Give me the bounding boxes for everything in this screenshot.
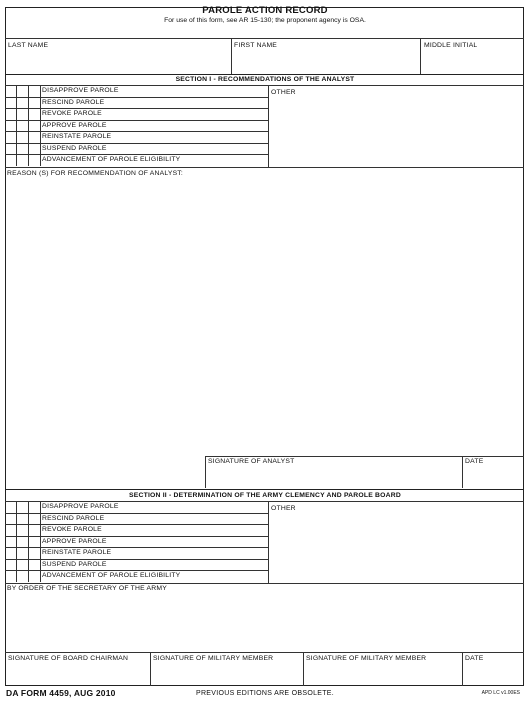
- section2-checkbox-c[interactable]: [30, 560, 39, 570]
- section2-checkbox-a[interactable]: [6, 537, 15, 547]
- section2-checkbox-a[interactable]: [6, 525, 15, 535]
- section1-checkbox-b[interactable]: [18, 132, 27, 142]
- divider: [5, 513, 268, 514]
- section2-checkbox-b[interactable]: [18, 548, 27, 558]
- section1-checkbox-c[interactable]: [30, 109, 39, 119]
- divider: [205, 456, 524, 457]
- board-chairman-signature-field[interactable]: [6, 664, 149, 685]
- divider: [5, 524, 268, 525]
- divider: [5, 85, 524, 86]
- section1-checkbox-b[interactable]: [18, 121, 27, 131]
- section1-checkbox-c[interactable]: [30, 155, 39, 165]
- section2-checkbox-a[interactable]: [6, 502, 15, 512]
- by-order-label: BY ORDER OF THE SECRETARY OF THE ARMY: [7, 585, 167, 592]
- section1-checkbox-c[interactable]: [30, 121, 39, 131]
- analyst-date-label: DATE: [465, 458, 484, 465]
- by-order-field[interactable]: [6, 594, 523, 651]
- form-subtitle: For use of this form, see AR 15-130; the proponent agency is OSA.: [164, 17, 366, 24]
- section1-checkbox-a[interactable]: [6, 155, 15, 165]
- section1-checkbox-c[interactable]: [30, 98, 39, 108]
- section1-other-label: OTHER: [271, 89, 296, 96]
- section1-checkbox-a[interactable]: [6, 121, 15, 131]
- divider: [5, 501, 524, 502]
- section1-checkbox-c[interactable]: [30, 144, 39, 154]
- section1-option-label: REINSTATE PAROLE: [42, 133, 112, 140]
- section2-option-label: APPROVE PAROLE: [42, 537, 107, 545]
- section2-checkbox-c[interactable]: [30, 525, 39, 535]
- section2-checkbox-b[interactable]: [18, 514, 27, 524]
- divider: [5, 547, 268, 548]
- section2-checkbox-a[interactable]: [6, 571, 15, 581]
- last-name-label: LAST NAME: [8, 42, 49, 49]
- military-member-1-signature-field[interactable]: [151, 664, 302, 685]
- section2-title: SECTION II - DETERMINATION OF THE ARMY CLEMENCY AND PAROLE BOARD: [129, 492, 401, 499]
- section1-option-label: ADVANCEMENT OF PAROLE ELIGIBILITY: [42, 156, 181, 163]
- section2-checkbox-a[interactable]: [6, 514, 15, 524]
- section2-checkbox-c[interactable]: [30, 514, 39, 524]
- divider: [5, 570, 268, 571]
- section2-checkbox-a[interactable]: [6, 548, 15, 558]
- section2-checkbox-c[interactable]: [30, 548, 39, 558]
- section1-checkbox-c[interactable]: [30, 132, 39, 142]
- section1-option-label: APPROVE PAROLE: [42, 121, 107, 129]
- reason-label: REASON (S) FOR RECOMMENDATION OF ANALYST:: [7, 170, 183, 177]
- section2-option-label: RESCIND PAROLE: [42, 514, 105, 522]
- section1-checkbox-b[interactable]: [18, 155, 27, 165]
- divider: [268, 501, 269, 583]
- military-member-2-signature-field[interactable]: [304, 664, 461, 685]
- section1-other-field[interactable]: [270, 97, 523, 166]
- board-date-label: DATE: [465, 655, 484, 662]
- section2-option-label: REVOKE PAROLE: [42, 526, 102, 533]
- divider: [5, 559, 268, 560]
- divider: [5, 120, 268, 121]
- section1-checkbox-a[interactable]: [6, 109, 15, 119]
- military-member-2-signature-label: SIGNATURE OF MILITARY MEMBER: [306, 655, 427, 662]
- section2-option-label: DISAPPROVE PAROLE: [42, 503, 119, 510]
- analyst-signature-field[interactable]: [206, 467, 461, 487]
- divider: [5, 74, 524, 75]
- section1-checkbox-a[interactable]: [6, 98, 15, 108]
- divider: [268, 85, 269, 167]
- form-id: DA FORM 4459, AUG 2010: [6, 688, 116, 698]
- section2-other-field[interactable]: [270, 513, 523, 582]
- divider: [5, 583, 524, 584]
- section1-checkbox-b[interactable]: [18, 98, 27, 108]
- section2-checkbox-b[interactable]: [18, 571, 27, 581]
- divider: [5, 167, 524, 168]
- divider: [5, 489, 524, 490]
- section1-title: SECTION I - RECOMMENDATIONS OF THE ANALYST: [175, 76, 355, 83]
- board-chairman-signature-label: SIGNATURE OF BOARD CHAIRMAN: [8, 655, 129, 662]
- section1-checkbox-b[interactable]: [18, 86, 27, 96]
- section1-checkbox-c[interactable]: [30, 86, 39, 96]
- section1-option-label: RESCIND PAROLE: [42, 98, 105, 106]
- section1-option-label: SUSPEND PAROLE: [42, 144, 107, 152]
- divider: [5, 143, 268, 144]
- section2-checkbox-a[interactable]: [6, 560, 15, 570]
- section1-option-label: REVOKE PAROLE: [42, 110, 102, 117]
- analyst-date-field[interactable]: [463, 467, 523, 487]
- section2-option-label: ADVANCEMENT OF PAROLE ELIGIBILITY: [42, 572, 181, 579]
- divider: [5, 97, 268, 98]
- section2-checkbox-c[interactable]: [30, 571, 39, 581]
- section1-checkbox-a[interactable]: [6, 144, 15, 154]
- form-version: APD LC v1.00ES: [481, 690, 520, 696]
- first-name-field[interactable]: [232, 52, 419, 74]
- divider: [5, 652, 524, 653]
- section2-checkbox-b[interactable]: [18, 502, 27, 512]
- section2-checkbox-b[interactable]: [18, 525, 27, 535]
- section1-checkbox-a[interactable]: [6, 132, 15, 142]
- middle-initial-label: MIDDLE INITIAL: [424, 42, 478, 49]
- section2-option-label: REINSTATE PAROLE: [42, 549, 112, 556]
- section1-option-label: DISAPPROVE PAROLE: [42, 87, 119, 94]
- section1-checkbox-a[interactable]: [6, 86, 15, 96]
- section1-checkbox-b[interactable]: [18, 144, 27, 154]
- first-name-label: FIRST NAME: [234, 42, 278, 49]
- section2-other-label: OTHER: [271, 505, 296, 512]
- divider: [5, 536, 268, 537]
- board-date-field[interactable]: [463, 664, 523, 685]
- middle-initial-field[interactable]: [421, 52, 523, 74]
- section2-checkbox-b[interactable]: [18, 560, 27, 570]
- divider: [5, 154, 268, 155]
- section1-checkbox-b[interactable]: [18, 109, 27, 119]
- reason-field[interactable]: [6, 179, 523, 455]
- military-member-1-signature-label: SIGNATURE OF MILITARY MEMBER: [153, 655, 274, 662]
- analyst-signature-label: SIGNATURE OF ANALYST: [208, 458, 295, 465]
- section2-checkbox-b[interactable]: [18, 537, 27, 547]
- section2-option-label: SUSPEND PAROLE: [42, 560, 107, 568]
- divider: [5, 108, 268, 109]
- divider: [5, 131, 268, 132]
- form-title: PAROLE ACTION RECORD: [202, 5, 328, 16]
- section2-checkbox-c[interactable]: [30, 502, 39, 512]
- section2-checkbox-c[interactable]: [30, 537, 39, 547]
- divider: [5, 38, 524, 39]
- last-name-field[interactable]: [6, 52, 230, 74]
- obsolete-notice: PREVIOUS EDITIONS ARE OBSOLETE.: [195, 690, 335, 697]
